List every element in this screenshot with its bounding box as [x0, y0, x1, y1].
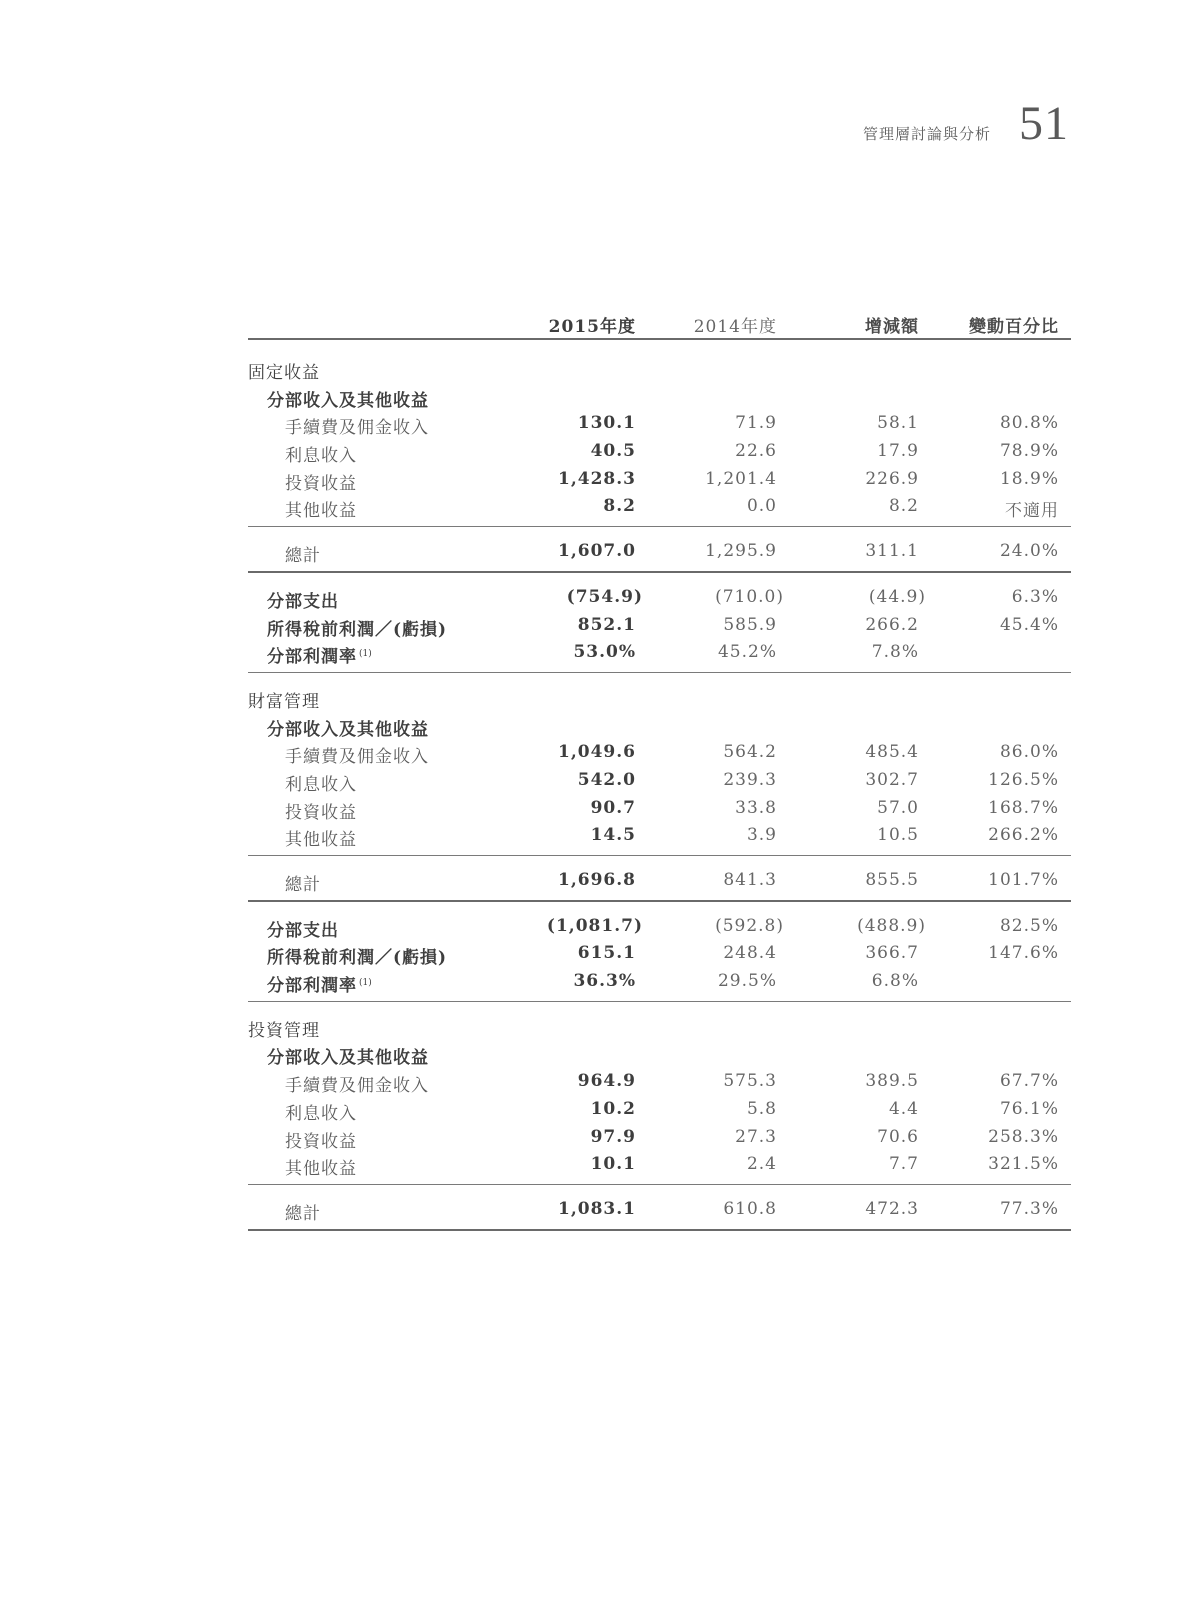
value-percent: 24.0% — [999, 541, 1059, 562]
value-change: 226.9 — [865, 468, 919, 489]
value-2015: (1,081.7) — [546, 915, 643, 936]
value-2015: 852.1 — [577, 614, 636, 635]
table-row — [248, 463, 1071, 494]
value-2015: 90.7 — [590, 797, 636, 818]
value-2015: 615.1 — [577, 943, 636, 964]
value-2014: 1,295.9 — [705, 541, 777, 562]
value-2015: 8.2 — [603, 496, 636, 517]
row-label: 其他收益 — [285, 830, 357, 851]
value-2015: 1,428.3 — [558, 468, 636, 489]
value-2014: 27.3 — [735, 1126, 777, 1147]
margin-label — [267, 642, 372, 667]
value-change: 7.8% — [871, 642, 919, 663]
value-change: (44.9) — [868, 586, 926, 607]
table-row — [248, 792, 1071, 823]
value-2015: 1,083.1 — [558, 1198, 636, 1219]
value-2015: 14.5 — [590, 825, 636, 846]
row-label: 利息收入 — [285, 1103, 357, 1124]
table-row — [248, 819, 1071, 851]
value-percent: 6.3% — [1011, 586, 1059, 607]
value-percent: 45.4% — [999, 614, 1059, 635]
value-2014: 45.2% — [717, 642, 777, 663]
value-change: 311.1 — [865, 541, 919, 562]
row-label: 手續費及佣金收入 — [285, 1076, 429, 1097]
row-label: 投資收益 — [285, 473, 357, 494]
table-row — [248, 1065, 1071, 1097]
value-2014: (710.0) — [715, 586, 784, 607]
value-2015: 1,049.6 — [558, 742, 636, 763]
value-change: 855.5 — [865, 870, 919, 890]
table-row — [248, 435, 1071, 467]
section-title-row — [248, 1010, 1071, 1041]
value-2014: 5.8 — [746, 1098, 777, 1119]
value-percent: 80.8% — [999, 413, 1059, 434]
financial-table — [248, 300, 1071, 1231]
table-row — [248, 736, 1071, 768]
value-change: 7.7 — [888, 1154, 919, 1175]
value-2014: 0.0 — [746, 496, 777, 517]
total-label: 總計 — [285, 1203, 321, 1224]
value-percent: 18.9% — [999, 468, 1059, 489]
value-percent: 168.7% — [988, 797, 1059, 818]
expense-label: 分部支出 — [267, 591, 339, 612]
value-change: 70.6 — [877, 1126, 919, 1147]
row-label: 投資收益 — [285, 1131, 357, 1152]
value-2015: (754.9) — [566, 586, 643, 607]
value-change: 366.7 — [865, 943, 919, 964]
table-row — [248, 1093, 1071, 1124]
value-2014: 3.9 — [746, 825, 777, 846]
expense-label: 分部支出 — [267, 920, 339, 941]
value-percent: 258.3% — [988, 1126, 1059, 1147]
table-header-row — [248, 300, 1071, 338]
value-2015: 40.5 — [590, 441, 636, 462]
value-2014: 1,201.4 — [705, 468, 777, 489]
table-row — [248, 1121, 1071, 1152]
expense-row — [248, 581, 1071, 612]
revenue-heading: 分部收入及其他收益 — [267, 390, 429, 411]
value-2015: 964.9 — [577, 1071, 636, 1092]
row-label: 投資收益 — [285, 802, 357, 823]
profit-row — [248, 937, 1071, 969]
revenue-heading-row — [248, 1037, 1071, 1069]
value-percent: 67.7% — [999, 1071, 1059, 1092]
margin-row — [248, 965, 1071, 997]
value-change: 389.5 — [865, 1071, 919, 1092]
column-header-2014: 2014年度 — [693, 317, 777, 337]
profit-label: 所得稅前利潤／(虧損) — [267, 948, 448, 969]
value-2014: 29.5% — [717, 971, 777, 992]
total-row — [248, 535, 1071, 567]
revenue-heading-row — [248, 380, 1071, 411]
value-2014: 575.3 — [723, 1071, 777, 1092]
value-change: 472.3 — [865, 1198, 919, 1219]
value-2014: 33.8 — [735, 797, 777, 818]
value-2014: 2.4 — [746, 1154, 777, 1175]
row-label: 其他收益 — [285, 1159, 357, 1180]
value-change: 6.8% — [871, 971, 919, 992]
value-percent: 78.9% — [999, 441, 1059, 462]
value-2014: 841.3 — [723, 870, 777, 890]
value-2014: 585.9 — [723, 614, 777, 635]
value-percent: 321.5% — [988, 1154, 1059, 1175]
value-2014: 610.8 — [723, 1198, 777, 1219]
value-change: 17.9 — [877, 441, 919, 462]
value-change: 10.5 — [877, 825, 919, 846]
value-2015: 1,607.0 — [558, 541, 636, 562]
value-percent: 86.0% — [999, 742, 1059, 763]
revenue-heading-row — [248, 709, 1071, 740]
column-header-2015: 2015年度 — [548, 317, 636, 337]
section-title-row — [248, 681, 1071, 712]
value-2014: 248.4 — [723, 943, 777, 964]
margin-label-text: 分部利潤率 — [267, 647, 357, 668]
table-row — [248, 1148, 1071, 1180]
page-header — [863, 96, 1069, 151]
total-row — [248, 864, 1071, 895]
section-title: 固定收益 — [248, 363, 320, 383]
revenue-heading: 分部收入及其他收益 — [267, 1048, 429, 1069]
table-row — [248, 764, 1071, 795]
value-percent: 76.1% — [999, 1098, 1059, 1119]
column-header-percent: 變動百分比 — [969, 317, 1059, 337]
table-row — [248, 407, 1071, 439]
value-2015: 542.0 — [577, 769, 636, 790]
row-label: 利息收入 — [285, 446, 357, 467]
value-2014: 22.6 — [735, 441, 777, 462]
total-label: 總計 — [285, 875, 321, 895]
margin-label — [267, 971, 372, 996]
total-row — [248, 1193, 1071, 1224]
page-number: 51 — [1019, 97, 1069, 150]
value-change: 302.7 — [865, 769, 919, 790]
revenue-heading: 分部收入及其他收益 — [267, 719, 429, 740]
table-row — [248, 490, 1071, 522]
value-percent: 126.5% — [988, 769, 1059, 790]
row-label: 利息收入 — [285, 774, 357, 795]
section-title-row — [248, 352, 1071, 383]
row-label: 其他收益 — [285, 501, 357, 522]
margin-row — [248, 636, 1071, 668]
value-change: 58.1 — [877, 413, 919, 434]
value-2015: 10.2 — [590, 1098, 636, 1119]
value-percent: 82.5% — [999, 915, 1059, 936]
profit-label: 所得稅前利潤／(虧損) — [267, 619, 448, 640]
total-rule — [248, 1229, 1071, 1231]
margin-label-text: 分部利潤率 — [267, 976, 357, 997]
value-percent: 不適用 — [1005, 501, 1059, 522]
header-title: 管理層討論與分析 — [862, 125, 991, 143]
value-2014: 71.9 — [735, 413, 777, 434]
value-2015: 1,696.8 — [558, 870, 636, 890]
value-2014: (592.8) — [715, 915, 784, 936]
value-percent: 266.2% — [988, 825, 1059, 846]
value-change: 57.0 — [877, 797, 919, 818]
value-change: 485.4 — [865, 742, 919, 763]
section-title: 財富管理 — [248, 691, 320, 712]
value-percent: 147.6% — [988, 943, 1059, 964]
value-2015: 10.1 — [590, 1154, 636, 1175]
value-2014: 564.2 — [723, 742, 777, 763]
value-percent: 101.7% — [988, 870, 1059, 890]
total-label: 總計 — [285, 546, 321, 567]
value-change: 4.4 — [888, 1098, 919, 1119]
section-title: 投資管理 — [248, 1020, 320, 1041]
value-change: 8.2 — [888, 496, 919, 517]
value-change: (488.9) — [857, 915, 926, 936]
expense-row — [248, 910, 1071, 941]
column-header-change: 增減額 — [865, 317, 919, 337]
value-2015: 97.9 — [590, 1126, 636, 1147]
footnote-marker: (1) — [359, 649, 372, 660]
row-label: 手續費及佣金收入 — [285, 418, 429, 439]
value-2015: 130.1 — [577, 413, 636, 434]
value-2015: 53.0% — [573, 642, 636, 663]
value-change: 266.2 — [865, 614, 919, 635]
value-2015: 36.3% — [573, 971, 636, 992]
value-2014: 239.3 — [723, 769, 777, 790]
profit-row — [248, 609, 1071, 640]
row-label: 手續費及佣金收入 — [285, 747, 429, 768]
footnote-marker: (1) — [359, 978, 372, 989]
value-percent: 77.3% — [999, 1198, 1059, 1219]
